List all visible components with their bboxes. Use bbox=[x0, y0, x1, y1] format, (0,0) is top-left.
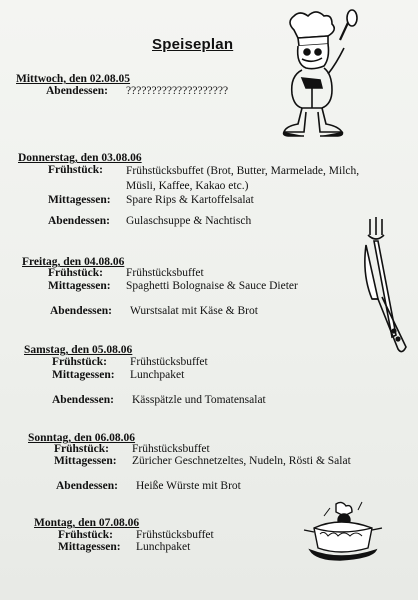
label-abendessen: Abendessen: bbox=[52, 394, 114, 406]
label-abendessen: Abendessen: bbox=[56, 480, 118, 492]
row-mittagessen-donnerstag bbox=[48, 194, 254, 206]
row-fruehstueck-donnerstag bbox=[48, 164, 126, 176]
label-mittagessen: Mittagessen: bbox=[58, 541, 121, 553]
label-fruehstueck: Frühstück: bbox=[48, 164, 103, 176]
label-abendessen: Abendessen: bbox=[48, 215, 110, 227]
row-abendessen-samstag bbox=[52, 394, 266, 406]
value-fruehstueck: Frühstücksbuffet bbox=[130, 356, 208, 368]
value-fruehstueck-line1: Frühstücksbuffet (Brot, Butter, Marmelade, Milch, bbox=[126, 165, 360, 177]
row-fruehstueck-montag bbox=[58, 529, 214, 541]
value-mittagessen: Spaghetti Bolognaise & Sauce Dieter bbox=[126, 280, 298, 292]
label-abendessen: Abendessen: bbox=[50, 305, 112, 317]
row-mittagessen-freitag bbox=[48, 280, 298, 292]
day-header-samstag: Samstag, den 05.08.06 bbox=[24, 344, 133, 356]
row-fruehstueck-freitag bbox=[48, 267, 204, 279]
value-mittagessen: Lunchpaket bbox=[130, 369, 185, 381]
row-abendessen-mittwoch bbox=[46, 85, 228, 97]
value-abendessen: Kässpätzle und Tomatensalat bbox=[132, 394, 266, 406]
value-fruehstueck-line2: Müsli, Kaffee, Kakao etc.) bbox=[126, 179, 249, 192]
label-fruehstueck: Frühstück: bbox=[48, 267, 103, 279]
row-mittagessen-montag bbox=[58, 541, 190, 553]
day-header-mittwoch: Mittwoch, den 02.08.05 bbox=[16, 73, 131, 85]
value-abendessen: Wurstsalat mit Käse & Brot bbox=[130, 305, 258, 317]
row-fruehstueck-sonntag bbox=[54, 443, 210, 455]
value-fruehstueck: Frühstücksbuffet bbox=[136, 529, 214, 541]
value-fruehstueck-donnerstag bbox=[126, 164, 359, 193]
value-fruehstueck: Frühstücksbuffet bbox=[132, 443, 210, 455]
row-mittagessen-sonntag bbox=[54, 455, 351, 467]
page-title: Speiseplan bbox=[152, 36, 234, 53]
row-abendessen-donnerstag bbox=[48, 215, 251, 227]
row-fruehstueck-samstag bbox=[52, 356, 208, 368]
value-mittagessen: Züricher Geschnetzeltes, Nudeln, Rösti & Salat bbox=[132, 455, 351, 467]
value-abendessen: Heiße Würste mit Brot bbox=[136, 480, 241, 492]
chef-illustration bbox=[272, 8, 362, 138]
value-abendessen: Gulaschsuppe & Nachtisch bbox=[126, 215, 252, 227]
day-header-freitag: Freitag, den 04.08.06 bbox=[22, 256, 125, 268]
label-mittagessen: Mittagessen: bbox=[48, 194, 111, 206]
row-abendessen-sonntag bbox=[56, 480, 241, 492]
row-abendessen-freitag bbox=[50, 305, 258, 317]
row-mittagessen-samstag bbox=[52, 369, 184, 381]
cooking-pot-illustration bbox=[300, 500, 384, 562]
label-fruehstueck: Frühstück: bbox=[54, 443, 109, 455]
value-mittagessen: Lunchpaket bbox=[136, 541, 191, 553]
value-fruehstueck: Frühstücksbuffet bbox=[126, 267, 204, 279]
label-fruehstueck: Frühstück: bbox=[52, 356, 107, 368]
label-mittagessen: Mittagessen: bbox=[48, 280, 111, 292]
label-fruehstueck: Frühstück: bbox=[58, 529, 113, 541]
day-header-montag: Montag, den 07.08.06 bbox=[34, 517, 140, 529]
label-abendessen: Abendessen: bbox=[46, 85, 108, 97]
fork-knife-illustration bbox=[358, 215, 408, 355]
day-header-donnerstag: Donnerstag, den 03.08.06 bbox=[18, 152, 142, 164]
value-mittagessen: Spare Rips & Kartoffelsalat bbox=[126, 194, 254, 206]
value-abendessen: ???????????????????? bbox=[126, 85, 229, 97]
label-mittagessen: Mittagessen: bbox=[54, 455, 117, 467]
day-header-sonntag: Sonntag, den 06.08.06 bbox=[28, 432, 136, 444]
label-mittagessen: Mittagessen: bbox=[52, 369, 115, 381]
